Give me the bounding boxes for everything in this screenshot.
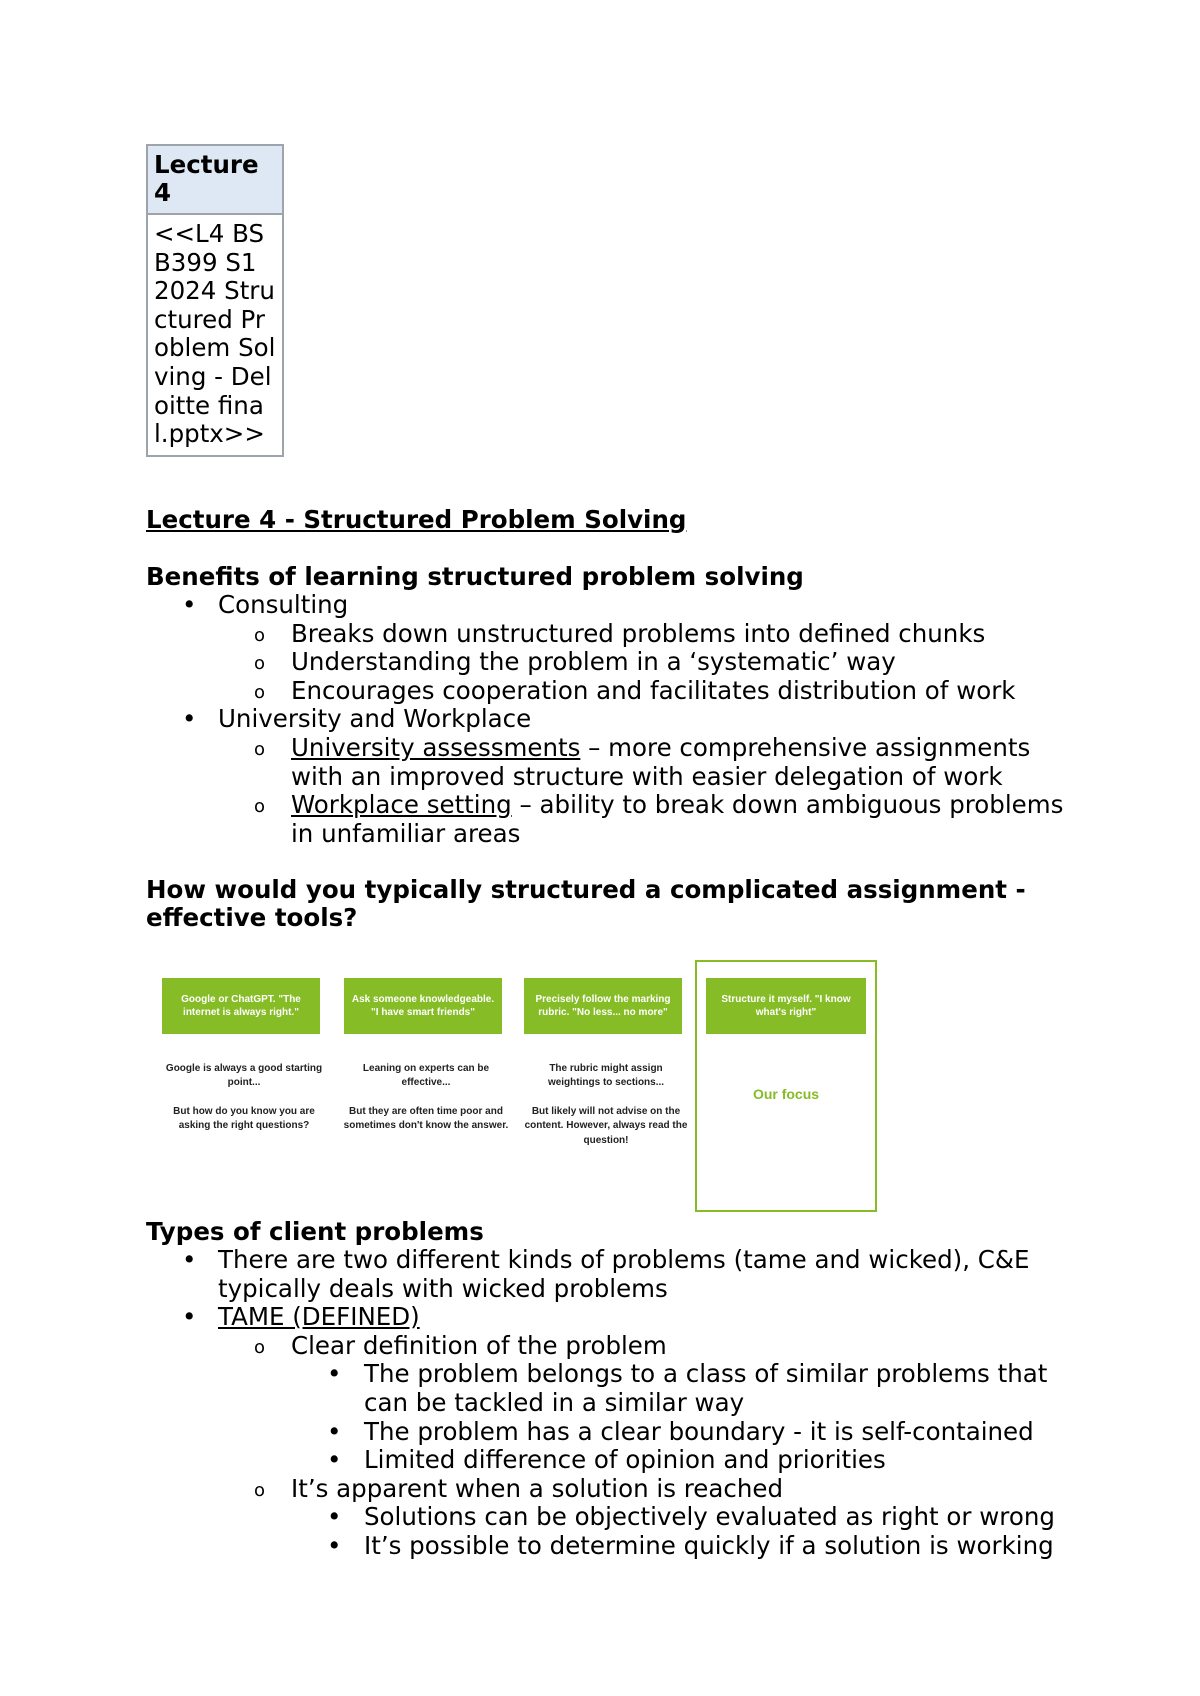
list-item [218,1332,1076,1475]
benefits-list [146,591,1076,848]
slide-card-expert [342,962,518,1172]
our-focus-label: Our focus [752,1086,820,1102]
tame-label: TAME (DEFINED) [218,1302,420,1332]
benefits-heading: Benefits of learning structured problem solving [146,562,804,591]
card-text: Google is always a good starting point... [165,1063,323,1089]
list-item [218,1475,1076,1561]
page-title: Lecture 4 - Structured Problem Solving [146,505,687,534]
slide-image [160,962,880,1216]
uni-assessments-label: University assessments [291,732,581,762]
slide-card-rubric [522,962,698,1172]
list-item: • Limited difference of opinion and priorities [291,1446,1076,1475]
list-item: • There are two different kinds of problems (tame and wicked), C&E typically deals with wicked problems [146,1246,1076,1303]
card-banner: Google or ChatGPT. "The internet is always right." [162,978,320,1034]
types-heading: Types of client problems [146,1217,484,1246]
card-banner: Structure it myself. "I know what's right" [706,978,866,1034]
card-banner: Ask someone knowledgeable. "I have smart friends" [344,978,502,1034]
card-banner: Precisely follow the marking rubric. "No less... no more" [524,978,682,1034]
uni-assessments-text: – more comprehensive assignments with an improved structure with easier delegation of work [291,732,1031,791]
lecture-tag-table [146,144,284,457]
list-item: • Solutions can be objectively evaluated as right or wrong [291,1503,1076,1532]
card-text: Leaning on experts can be effective... [362,1063,490,1089]
lecture-tag-header: Lecture 4 [148,146,282,215]
list-item [218,734,1076,791]
list-item: • The problem has a clear boundary - it is self-contained [291,1418,1076,1447]
list-item [218,791,1076,848]
university-label: University and Workplace [218,704,532,734]
list-item: • The problem belongs to a class of similar problems that can be tackled in a similar way [291,1360,1076,1417]
clear-definition-label: Clear definition of the problem [291,1330,667,1360]
list-item: o Understanding the problem in a ‘systematic’ way [218,648,1076,677]
assignment-heading: How would you typically structured a complicated assignment - effective tools? [146,875,1026,932]
list-item: o Encourages cooperation and facilitates distribution of work [218,677,1076,706]
card-body [342,1062,510,1148]
lecture-tag-body: <<L4 BSB399 S1 2024 Structured Problem Solving - Deloitte final.pptx>> [154,219,276,449]
card-text: But likely will not advise on the content. However, always read the question! [524,1105,688,1146]
card-body [160,1062,328,1148]
list-item [146,591,1076,705]
card-text: But how do you know you are asking the right questions? [173,1105,315,1132]
workplace-label: Workplace setting [291,790,512,820]
slide-card-focus [695,960,877,1212]
apparent-label: It’s apparent when a solution is reached [291,1473,783,1503]
card-text: But they are often time poor and sometimes don't know the answer. [343,1105,509,1132]
list-item [146,1303,1076,1560]
list-item [146,705,1076,848]
card-body [522,1062,690,1162]
list-item: • It’s possible to determine quickly if a solution is working [291,1532,1076,1561]
consulting-label: Consulting [218,590,349,619]
card-text: The rubric might assign weightings to sections... [547,1063,665,1089]
workplace-text: – ability to break down ambiguous problems in unfamiliar areas [291,790,1064,848]
types-list [146,1246,1076,1561]
list-item: o Breaks down unstructured problems into defined chunks [218,620,1076,649]
slide-card-google [160,962,336,1172]
